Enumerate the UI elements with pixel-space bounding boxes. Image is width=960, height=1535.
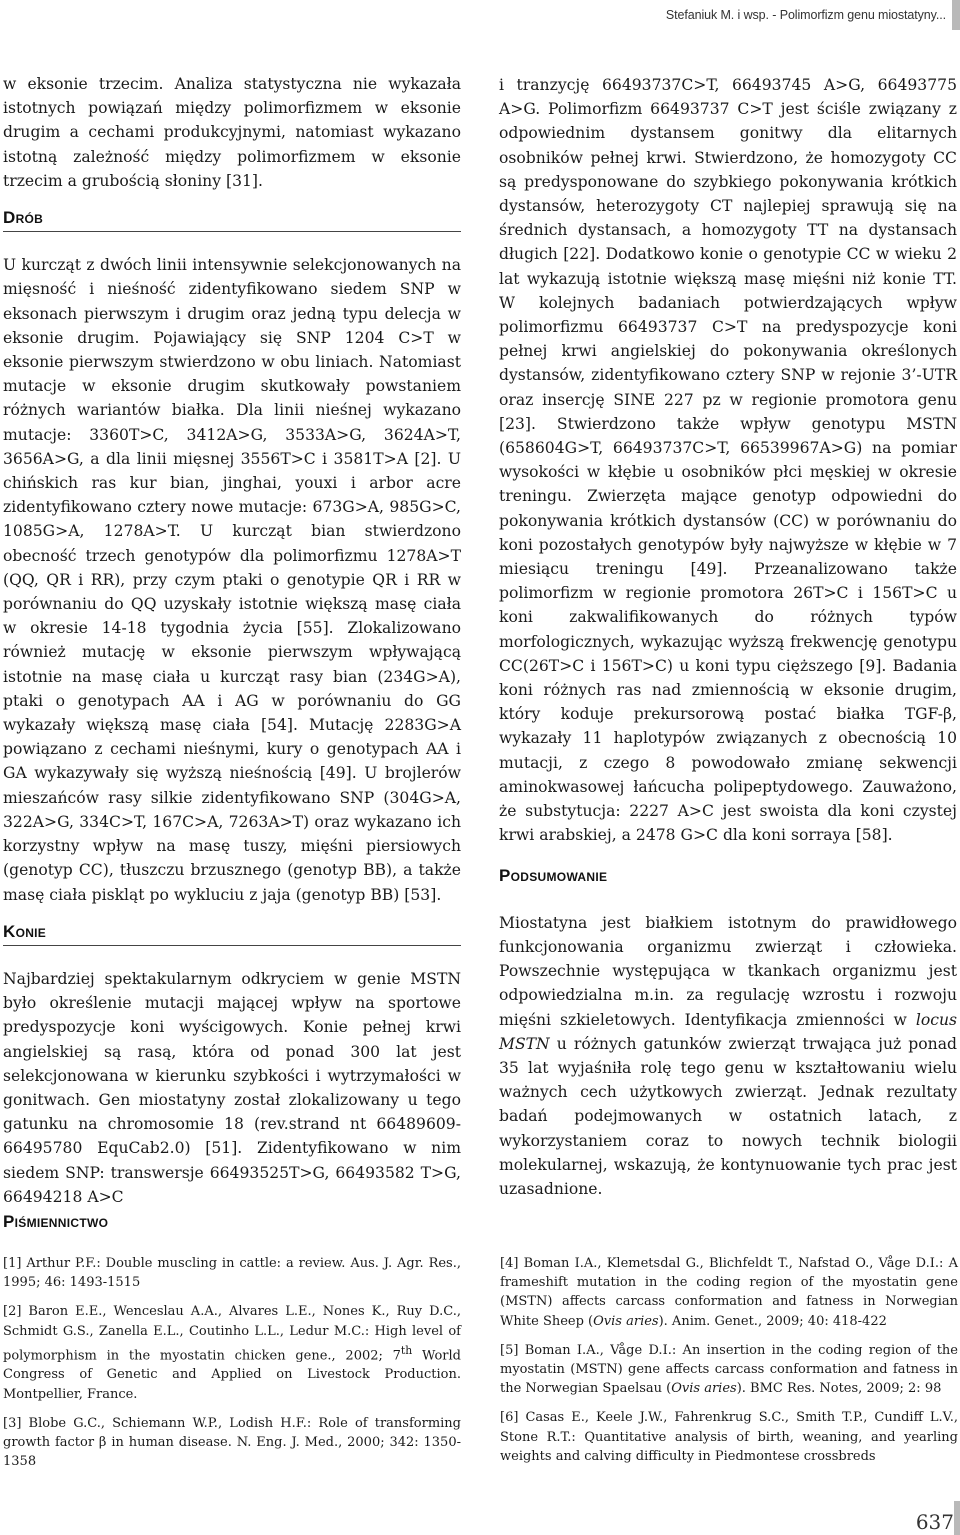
header-corner-tab [952,0,960,30]
page-number: 637 [915,1510,954,1534]
reference-5 [500,1341,958,1399]
reference-2-text: [2] Baron E.E., Wenceslau A.A., Alvares L.E., Nones K., Ruy D.C., Schmidt G.S., Zanella E.L., Coutinho L.L., Ledur M.C.: High level of polymorphism in the myostatin chicken gene., 2002; 7 [3,1304,461,1364]
reference-5-text-end: ). BMC Res. Notes, 2009; 2: 98 [736,1381,942,1397]
reference-5-species: Ovis aries [671,1381,737,1397]
summary-text-1: Miostatyna jest białkiem istotnym do prawidłowego funkcjonowania organizmu zwierząt i człowieka. Powszechnie występująca w tkankach organizmu jest odpowiedzialna m.in. za regulację wzrostu i rozwoju mięśni szkieletowych. Identyfikacja zmienności w [499,913,957,1029]
running-header [0,0,960,34]
running-title: Stefaniuk M. i wsp. - Polimorfizm genu miostatyny... [665,8,946,22]
reference-1: [1] Arthur P.F.: Double muscling in cattle: a review. Aus. J. Agr. Res., 1995; 46: 1493-1515 [3,1256,461,1291]
references-right-column [500,1254,958,1476]
right-column [499,73,957,1201]
reference-5-text: [5] Boman I.A., Våge D.I.: An insertion in the coding region of the myostatin (MSTN) gene affects carcass conformation and fatness in the Norwegian Spaelsau ( [500,1342,958,1397]
section-heading-konie: Konie [3,920,461,946]
references-heading: Piśmiennictwo [3,1212,109,1231]
footer-corner-tab [954,1501,960,1535]
paragraph-drob: U kurcząt z dwóch linii intensywnie selekcjonowanych na mięsność i nieśność zidentyfikowano siedem SNP w eksonach pierwszym i drugim oraz jedną typu delecja w eksonie drugim. Pojawiający się SNP 1204 C>T w eksonie pierwszym stwierdzono w obu liniach. Natomiast mutacje w eksonie drugim skutkowały powstaniem różnych wariantów białka. Dla linii nieśnej wykazano mutacje: 3360T>C, 3412A>G, 3533A>G, 3624A>T, 3656A>G, a dla linii mięsnej 3556T>C i 3581T>A [2]. U chińskich ras kur bian, jinghai, youxi i arbor acre zidentyfikowano cztery nowe mutacje: 673G>A, 985G>C, 1085G>A, 1278A>T. U kurcząt bian stwierdzono obecność trzech genotypów dla polimorfizmu 1278A>T (QQ, QR i RR), przy czym ptaki o genotypie QR i RR w porównaniu do QQ uzyskały istotnie większą masę ciała w okresie 14-18 tygodnia życia [55]. Zlokalizowano również mutację w eksonie pierwszym wpływającą istotnie na masę ciała u kurcząt rasy bian (234G>A), ptaki o genotypach AA i AG w porównaniu do GG wykazały większą masę ciała [54]. Mutację 2283G>A powiązano z cechami nieśnymi, kury o genotypach AA i GA wykazywały się wyższą nieśnością [49]. U brojlerów mieszańców rasy silkie zidentyfikowano SNP (304G>A, 322A>G, 334C>T, 167C>A, 7263A>T) oraz wykazano ich korzystny wpływ na masę tuszy, mięśni piersiowych (genotyp CC), tłuszczu brzusznego (genotyp BB), a także masę ciała piskląt po wykluciu z jaja (genotyp BB) [53]. [3,256,461,904]
reference-2 [3,1302,461,1403]
paragraph-konie: Najbardziej spektakularnym odkryciem w genie MSTN było określenie mutacji mającej wpływ na sportowe predyspozycje koni wyścigowych. Konie pełnej krwi angielskiej są rasą, która od ponad 300 lat jest selekcjonowana w kierunku szybkości i wytrzymałości w gonitwach. Gen miostatyny został zlokalizowany u tego gatunku na chromosomie 18 (rev.strand nt 66489609-66495780 EquCab2.0) [51]. Zidentyfikowano w nim siedem SNP: transwersje 66493525T>G, 66493582 T>G, 66494218 A>C [3,969,461,1206]
paragraph-summary [499,911,957,1201]
reference-4-species: Ovis aries [593,1313,659,1329]
section-heading-podsumowanie: Podsumowanie [499,865,608,885]
reference-3: [3] Blobe G.C., Schiemann W.P., Lodish H.F.: Role of transforming growth factor β in human disease. N. Eng. J. Med., 2000; 342: 1350-1358 [3,1415,461,1470]
summary-locus: locus MSTN [499,1010,957,1053]
reference-4-text-end: ). Anim. Genet., 2009; 40: 418-422 [658,1313,887,1329]
summary-text-2: u różnych gatunków zwierząt trwająca już ponad 35 lat wyjaśniła rolę tego genu w kształtowaniu wielu ważnych cech użytkowych zwierząt. Jednak rezultaty badań podejmowanych w ostatnich latach, z wykorzystaniem coraz to nowych technik biologii molekularnej, wskazują, że kontynuowanie tych prac jest uzasadnione. [499,1034,957,1198]
paragraph-intro: w eksonie trzecim. Analiza statystyczna nie wykazała istotnych powiązań między polimorfizmem w eksonie drugim a cechami produkcyjnymi, natomiast wykazano istotną zależność między polimorfizmem w eksonie trzecim a grubością słoniny [31]. [3,75,461,190]
left-column [3,72,461,1209]
reference-6: [6] Casas E., Keele J.W., Fahrenkrug S.C., Smith T.P., Cundiff L.V., Stone R.T.: Quantitative analysis of birth, weaning, and yearling weights and calving difficulty in Piedmontese crossbreds [500,1410,958,1464]
reference-4-text: [4] Boman I.A., Klemetsdal G., Blichfeldt T., Nafstad O., Våge D.I.: A frameshift mutation in the coding region of the myostatin gene (MSTN) affects carcass conformation and fatness in Norwegian White Sheep ( [500,1256,958,1329]
reference-2-text-end: World Congress of Genetic and Applied on Livestock Production. Montpellier, France. [3,1348,461,1402]
reference-2-superscript: th [400,1343,413,1357]
reference-4 [500,1254,958,1331]
section-heading-drob: Drób [3,206,461,232]
references-left-column [3,1254,461,1481]
paragraph-konie-continued: i tranzycję 66493737C>T, 66493745 A>G, 66493775 A>G. Polimorfizm 66493737 C>T jest ściśle związany z odpowiednim dystansem gonitwy dla elitarnych osobników pełnej krwi. Stwierdzono, że homozygoty CC są predysponowane do szybkiego pokonywania krótkich dystansów, heterozygoty CT najlepiej sprawują się na średnich dystansach, a homozygoty TT na dystansach długich [22]. Dodatkowo konie o genotypie CC w wieku 2 lat wykazują istotnie większą masę mięśni niż konie TT. W kolejnych badaniach potwierdzających wpływ polimorfizmu 66493737 C>T na predyspozycje koni pełnej krwi angielskiej do pokonywania określonych dystansów, zidentyfikowano cztery SNP w rejonie 3’-UTR oraz insercję SINE 227 pz w regionie promotora genu [23]. Stwierdzono także wpływ genotypu MSTN (658604G>T, 66493737C>T, 66539967A>G) na pomiar wysokości w kłębie u osobników płci męskiej w okresie treningu. Zwierzęta mające genotyp odpowiedni do pokonywania krótkich dystansów (CC) w porównaniu do koni pozostałych genotypów były najwyższe w kłębie w 7 miesiącu treningu [49]. Przeanalizowano także polimorfizm w regionie promotora 26T>C i 156T>C u koni zakwalifikowanych do różnych typów morfologicznych, wykazując wyższą frekwencję genotypu CC(26T>C i 156T>C) u koni typu cięższego [9]. Badania koni różnych ras nad zmiennością w eksonie drugim, który koduje prekursorową postać białka TGF-β, wykazały 11 haplotypów związanych z obecnością 10 mutacji, z czego 8 powodowało zmianę sekwencji aminokwasowej łańcucha polipeptydowego. Zauważono, że substytucja: 2227 A>C jest swoista dla koni czystej krwi arabskiej, a 2478 G>C dla koni sorraya [58]. [499,76,957,845]
